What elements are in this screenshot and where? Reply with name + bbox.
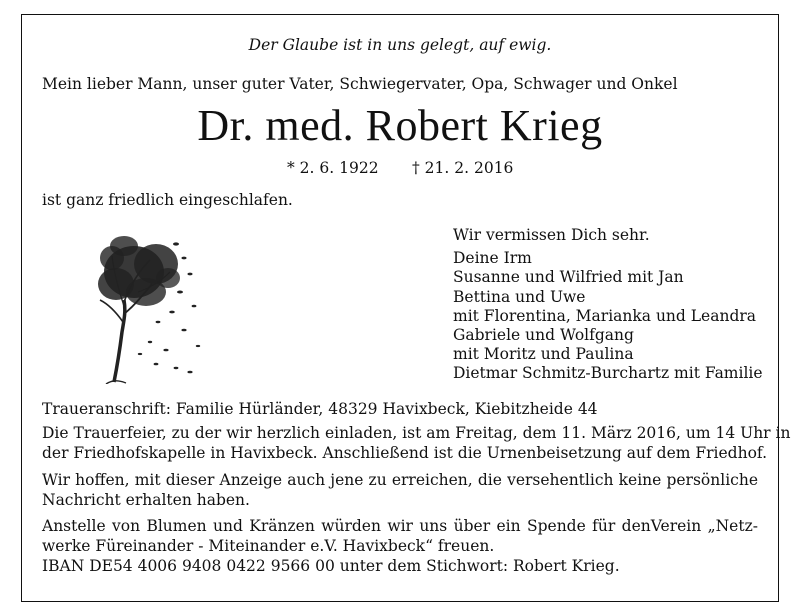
paragraph-line: Anstelle von Blumen und Kränzen würden wir uns über ein Spende für denVerein „Netz- [42, 517, 758, 535]
iban-line: IBAN DE54 4006 9408 0422 9566 00 unter dem Stichwort: Robert Krieg. [42, 557, 620, 575]
mourner-line: mit Florentina, Marianka und Leandra [453, 306, 757, 325]
funeral-paragraph [42, 423, 791, 463]
donation-paragraph [42, 516, 758, 576]
passing-line: ist ganz friedlich eingeschlafen. [42, 191, 293, 209]
notice-paragraph [42, 470, 758, 510]
death-date: † 21. 2. 2016 [412, 159, 514, 177]
tree-with-falling-leaves-icon [94, 222, 204, 384]
paragraph-line: der Friedhofskapelle in Havixbeck. Anschließend ist die Urnenbeisetzung auf dem Friedhof. [42, 444, 768, 462]
paragraph-line: Nachricht erhalten haben. [42, 491, 250, 509]
mourner-line: Dietmar Schmitz-Burchartz mit Familie [453, 364, 763, 383]
paragraph-line: Wir hoffen, mit dieser Anzeige auch jene zu erreichen, die versehentlich keine persönliche [42, 471, 758, 489]
mourners-list [453, 226, 763, 384]
motto: Der Glaube ist in uns gelegt, auf ewig. [248, 36, 552, 54]
intro-line: Mein lieber Mann, unser guter Vater, Schwiegervater, Opa, Schwager und Onkel [42, 75, 678, 93]
paragraph-line: Die Trauerfeier, zu der wir herzlich einladen, ist am Freitag, dem 11. März 2016, um 14 Uhr in [42, 424, 791, 442]
mourner-line: Susanne und Wilfried mit Jan [453, 268, 684, 287]
deceased-name: Dr. med. Robert Krieg [197, 101, 603, 150]
paragraph-line: werke Füreinander - Miteinander e.V. Havixbeck“ freuen. [42, 537, 495, 555]
mourner-line: Gabriele und Wolfgang [453, 326, 634, 345]
mourner-line: mit Moritz und Paulina [453, 345, 634, 364]
mourner-line: Deine Irm [453, 249, 532, 268]
mourners-heading: Wir vermissen Dich sehr. [453, 226, 650, 244]
birth-date: * 2. 6. 1922 [287, 159, 379, 177]
mourner-line: Bettina und Uwe [453, 287, 586, 306]
mourning-address: Traueranschrift: Familie Hürländer, 48329 Havixbeck, Kiebitzheide 44 [42, 400, 598, 418]
